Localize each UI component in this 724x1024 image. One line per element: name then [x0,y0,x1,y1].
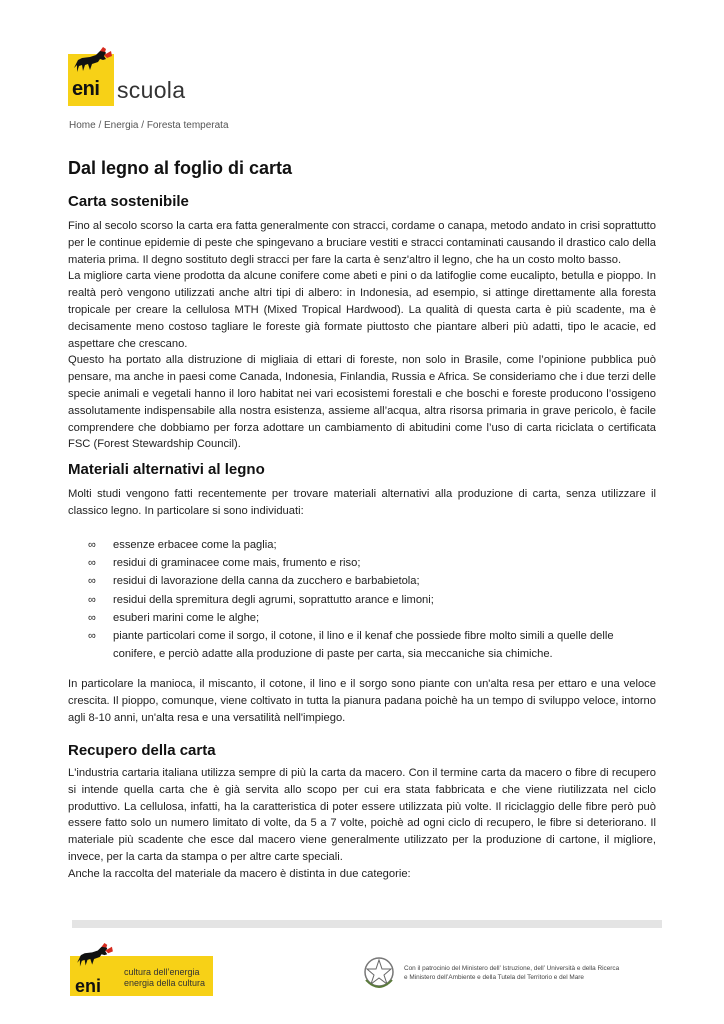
list-item [88,554,658,572]
list-item [88,609,658,627]
infinity-bullet-icon: ∞ [88,539,96,551]
list-item-text: esuberi marini come le alghe; [113,611,260,624]
list-item-text: piante particolari come il sorgo, il cotone, il lino e il kenaf che possiede fibre molto simili a quelle delle conifere, e perciò adatte alla produzione di paste per carta, sia meccaniche sia chimiche. [113,630,614,661]
paragraph: Molti studi vengono fatti recentemente per trovare materiali alternativi alla produzione di carta, senza utilizzare il classico legno. In particolare si sono individuati: [68,488,656,517]
tagline-line: cultura dell’energia [124,967,200,977]
paragraph: In particolare la manioca, il miscanto, il cotone, il lino e il sorgo sono piante con un'alta resa per ettaro e una veloce crescita. Il pioppo, comunque, viene coltivato in tutta la pianura padana poichè ha un tempo di sviluppo veloce, intorno agli 8-10 anni, un'alta resa e una versatilità nell'impiego. [68,678,656,724]
list-item [88,591,658,609]
paragraph: Fino al secolo scorso la carta era fatta generalmente con stracci, cordame o canapa, metodo andato in crisi soprattutto per le continue epidemie di peste che spingevano a bruciare vestiti e stracci contaminati causando il drastico calo della materia prima. Il degno sostituto degli stracci per fare la carta è senz'altro il legno, che ha un costo molto basso. [68,220,656,266]
section-heading-recupero-carta: Recupero della carta [68,742,216,759]
tagline-line: energia della cultura [124,978,206,988]
section-intro-materiali [68,486,656,520]
paragraph: L'industria cartaria italiana utilizza sempre di più la carta da macero. Con il termine carta da macero o fibre di recupero si intende quella carta che è già servita allo scopo per cui era stata fabbricata e che viene riutilizzata nel ciclo produttivo. La cellulosa, infatti, ha la caratteristica di poter essere utilizzata più volte. Il riciclaggio delle fibre però può essere fatto solo un numero limitato di volte, da 5 a 7 volte, poichè ad ogni ciclo di recupero, le fibre si deteriorano. Il materiale più scadente che esce dal macero viene generalmente utilizzato per la produzione di cartone, il migliore, invece, per la carta da stampa o per altre carte speciali. [68,767,656,863]
section-body-carta-sostenibile [68,218,656,453]
section-heading-materiali-alternativi: Materiali alternativi al legno [68,461,265,478]
infinity-bullet-icon: ∞ [88,593,96,606]
paragraph: La migliore carta viene prodotta da alcune conifere come abeti e pini o da latifoglie come eucalipto, betulla e pioppo. In realtà però vengono utilizzati anche altri tipi di albero: in Indonesia, ad esempio, si attinge direttamente alla foresta tropicale per creare la cellulosa MTH (Mixed Tropical Hardwood). La qualità di questa carta è più scadente, ma è decisamente meno costoso tagliare le foreste già formate piuttosto che piantare alberi più adatti, tipo le acacie, ed aspettare che crescano. [68,270,656,350]
list-item-text: residui di lavorazione della canna da zucchero e barbabietola; [113,575,420,588]
eni-scuola-logo[interactable] [68,44,188,106]
section-body-recupero-carta [68,765,656,883]
list-item-text: essenze erbacee come la paglia; [113,539,277,551]
paragraph: Questo ha portato alla distruzione di migliaia di ettari di foreste, non solo in Brasile, come l’opinione pubblica può pensare, ma anche in paesi come Canada, Indonesia, Finlandia, Russia e Africa. Se consideriamo che i due terzi delle specie animali e vegetali hanno il loro habitat nei vari ecosistemi forestali e che boschi e foreste producono l’ossigeno assolutamente indispensabile alla nostra esistenza, assieme all’acqua, altra risorsa primaria in grave pericolo, è facile comprendere che dobbiamo per forza adottare un cambiamento di abitudini come l’uso di carta riciclata o certificata FSC (Forest Stewardship Council). [68,354,656,451]
list-item [88,572,658,590]
ministry-line: e Ministero dell’Ambiente e della Tutela del Territorio e del Mare [404,974,584,981]
footer-divider [72,920,662,928]
breadcrumb[interactable]: Home / Energia / Foresta temperata [69,120,229,131]
six-legged-dog-icon [73,942,117,974]
list-item-text: residui della spremitura degli agrumi, soprattutto arance e limoni; [113,593,434,606]
paragraph: Anche la raccolta del materiale da macero è distinta in due categorie: [68,867,411,880]
infinity-bullet-icon: ∞ [88,557,96,570]
footer-eni-text: eni [75,976,102,996]
footer-tagline [124,967,205,989]
logo-eni-text: eni [72,78,100,100]
materials-list [88,536,658,663]
italian-republic-emblem-icon [362,954,396,992]
list-item [88,627,658,663]
logo-scuola-text: scuola [117,77,186,103]
infinity-bullet-icon: ∞ [88,575,96,588]
infinity-bullet-icon: ∞ [88,611,96,624]
ministry-text [404,964,619,982]
list-item [88,536,658,554]
six-legged-dog-icon [70,46,116,80]
section-heading-carta-sostenibile: Carta sostenibile [68,193,189,210]
ministry-line: Con il patrocinio del Ministero dell’ Istruzione, dell’ Università e della Ricerca [404,965,620,972]
ministry-patronage [362,954,662,994]
list-item-text: residui di graminacee come mais, frumento e riso; [113,557,361,570]
page-title: Dal legno al foglio di carta [68,158,293,178]
eni-culture-logo[interactable] [70,940,216,998]
section-outro-materiali [68,676,656,726]
infinity-bullet-icon: ∞ [88,630,96,643]
